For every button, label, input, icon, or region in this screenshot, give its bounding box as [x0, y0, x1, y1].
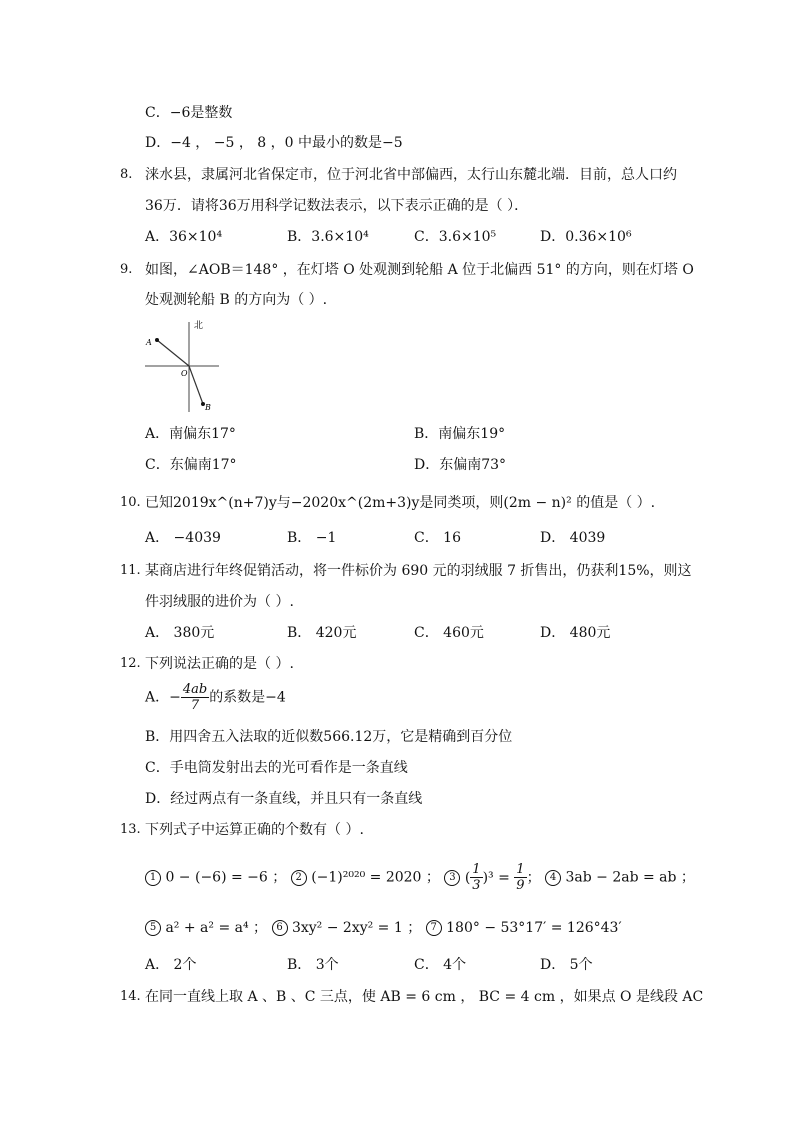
label-a: A — [146, 338, 152, 347]
q13-number: 13. — [120, 822, 141, 837]
q12-number: 12. — [120, 656, 141, 671]
fraction-numerator: 4ab — [182, 682, 208, 697]
label-o: O — [181, 369, 188, 378]
q12-option-b: B．用四舍五入法取的近似数566.12万，它是精确到百分位 — [145, 729, 513, 745]
fraction-one-third — [470, 862, 482, 893]
e3-result-denominator: 9 — [516, 878, 525, 893]
expression-4: 3ab − 2ab = ab ； — [565, 869, 695, 886]
q11-option-d: D． 480元 — [540, 625, 611, 641]
circle-mark-5: 5 — [145, 920, 161, 936]
q14-number: 14. — [120, 989, 141, 1004]
q10-option-d: D． 4039 — [540, 530, 606, 546]
q13-expressions-row2 — [145, 919, 622, 937]
q12-option-c: C．手电筒发射出去的光可看作是一条直线 — [145, 760, 408, 776]
q10-number: 10. — [120, 495, 141, 510]
q13-stem-line1: 下列式子中运算正确的个数有（ ）. — [145, 822, 364, 838]
q8-number: 8. — [120, 167, 133, 182]
prev-option-c: C．−6是整数 — [145, 105, 233, 121]
label-b: B — [205, 403, 211, 412]
q13-option-b: B． 3个 — [287, 957, 339, 973]
circle-mark-2: 2 — [291, 870, 307, 886]
e3-numerator: 1 — [472, 862, 481, 877]
fraction-denominator: 7 — [190, 698, 200, 713]
expression-3: ( $\frac{1}{3}$ )³ = $\frac{1}{9}$ ； — [464, 862, 541, 893]
circle-mark-6: 6 — [272, 920, 288, 936]
circle-mark-3: 3 — [444, 870, 460, 886]
q10-stem-line1: 已知2019x^(n+7)y与−2020x^(2m+3)y是同类项，则(2m − n)² 的值是（ ）. — [145, 495, 656, 511]
q8-option-d: D．0.36×10⁶ — [540, 229, 632, 245]
q11-stem-line1: 某商店进行年终促销活动，将一件标价为 690 元的羽绒服 7 折售出，仍获利15%，则这 — [145, 563, 692, 579]
expression-1: 0 − (−6) = −6 ； — [165, 869, 287, 886]
q14-stem-line1: 在同一直线上取 A 、B 、C 三点，使 AB = 6 cm ， BC = 4 cm ，如果点 O 是线段 AC — [145, 989, 704, 1005]
q13-option-a: A． 2个 — [145, 957, 197, 973]
circle-mark-1: 1 — [145, 870, 161, 886]
q10-option-a: A． −4039 — [145, 530, 221, 546]
ray-ob — [189, 366, 203, 404]
q12-option-d: D．经过两点有一条直线，并且只有一条直线 — [145, 791, 423, 807]
q11-option-a: A． 380元 — [145, 625, 215, 641]
q9-number: 9. — [120, 262, 133, 277]
e3-denominator: 3 — [472, 878, 481, 893]
q13-option-d: D． 5个 — [540, 957, 593, 973]
fraction-4ab-over-7 — [181, 682, 209, 713]
q8-option-b: B．3.6×10⁴ — [287, 229, 369, 245]
e3-power-equals: ³ = — [488, 869, 515, 886]
ray-oa — [157, 340, 189, 366]
expression-7: 180° − 53°17′ = 126°43′ — [446, 920, 622, 936]
q12-stem-line1: 下列说法正确的是（ ）. — [145, 656, 294, 672]
circle-mark-4: 4 — [545, 870, 561, 886]
fraction-one-ninth — [514, 862, 526, 893]
q8-option-a: A．36×10⁴ — [145, 229, 223, 245]
q11-option-c: C． 460元 — [414, 625, 484, 641]
q8-stem-line1: 涞水县，隶属河北省保定市，位于河北省中部偏西，太行山东麓北端．目前，总人口约 — [145, 167, 677, 183]
q12-option-a-prefix: A．− — [145, 689, 181, 706]
q9-bearing-figure — [141, 318, 223, 414]
e3-separator: ； — [526, 869, 541, 886]
q9-option-d: D．东偏南73° — [414, 457, 507, 473]
expression-2: (−1)²⁰²⁰ = 2020 ； — [311, 869, 440, 886]
q13-expressions-row1 — [145, 862, 695, 893]
q8-option-c: C．3.6×10⁵ — [414, 229, 497, 245]
q9-option-a: A．南偏东17° — [145, 426, 236, 442]
north-label: 北 — [194, 321, 204, 331]
e3-result-numerator: 1 — [516, 862, 525, 877]
q12-option-a-suffix: 的系数是−4 — [209, 689, 286, 706]
q10-option-c: C． 16 — [414, 530, 461, 546]
expression-6: 3xy² − 2xy² = 1 ； — [291, 920, 422, 936]
q11-option-b: B． 420元 — [287, 625, 357, 641]
expression-5: a² + a² = a⁴ ； — [165, 920, 268, 936]
q12-option-a — [145, 682, 286, 713]
q13-option-c: C． 4个 — [414, 957, 467, 973]
point-a — [155, 338, 159, 342]
prev-option-d: D．−4 ， −5 ， 8 ，0 中最小的数是−5 — [145, 135, 403, 151]
circle-mark-7: 7 — [426, 920, 442, 936]
q11-stem-line2: 件羽绒服的进价为（ ）. — [145, 594, 294, 610]
q9-stem-line1: 如图，∠AOB＝148° ，在灯塔 O 处观测到轮船 A 位于北偏西 51° 的方向，则在灯塔 O — [145, 262, 694, 278]
q9-option-c: C．东偏南17° — [145, 457, 237, 473]
q11-number: 11. — [120, 563, 141, 578]
q10-option-b: B． −1 — [287, 530, 337, 546]
q9-stem-line2: 处观测轮船 B 的方向为（ ）. — [145, 292, 328, 308]
q9-option-b: B．南偏东19° — [414, 426, 506, 442]
q8-stem-line2: 36万．请将36万用科学记数法表示，以下表示正确的是（ ）． — [145, 198, 529, 214]
